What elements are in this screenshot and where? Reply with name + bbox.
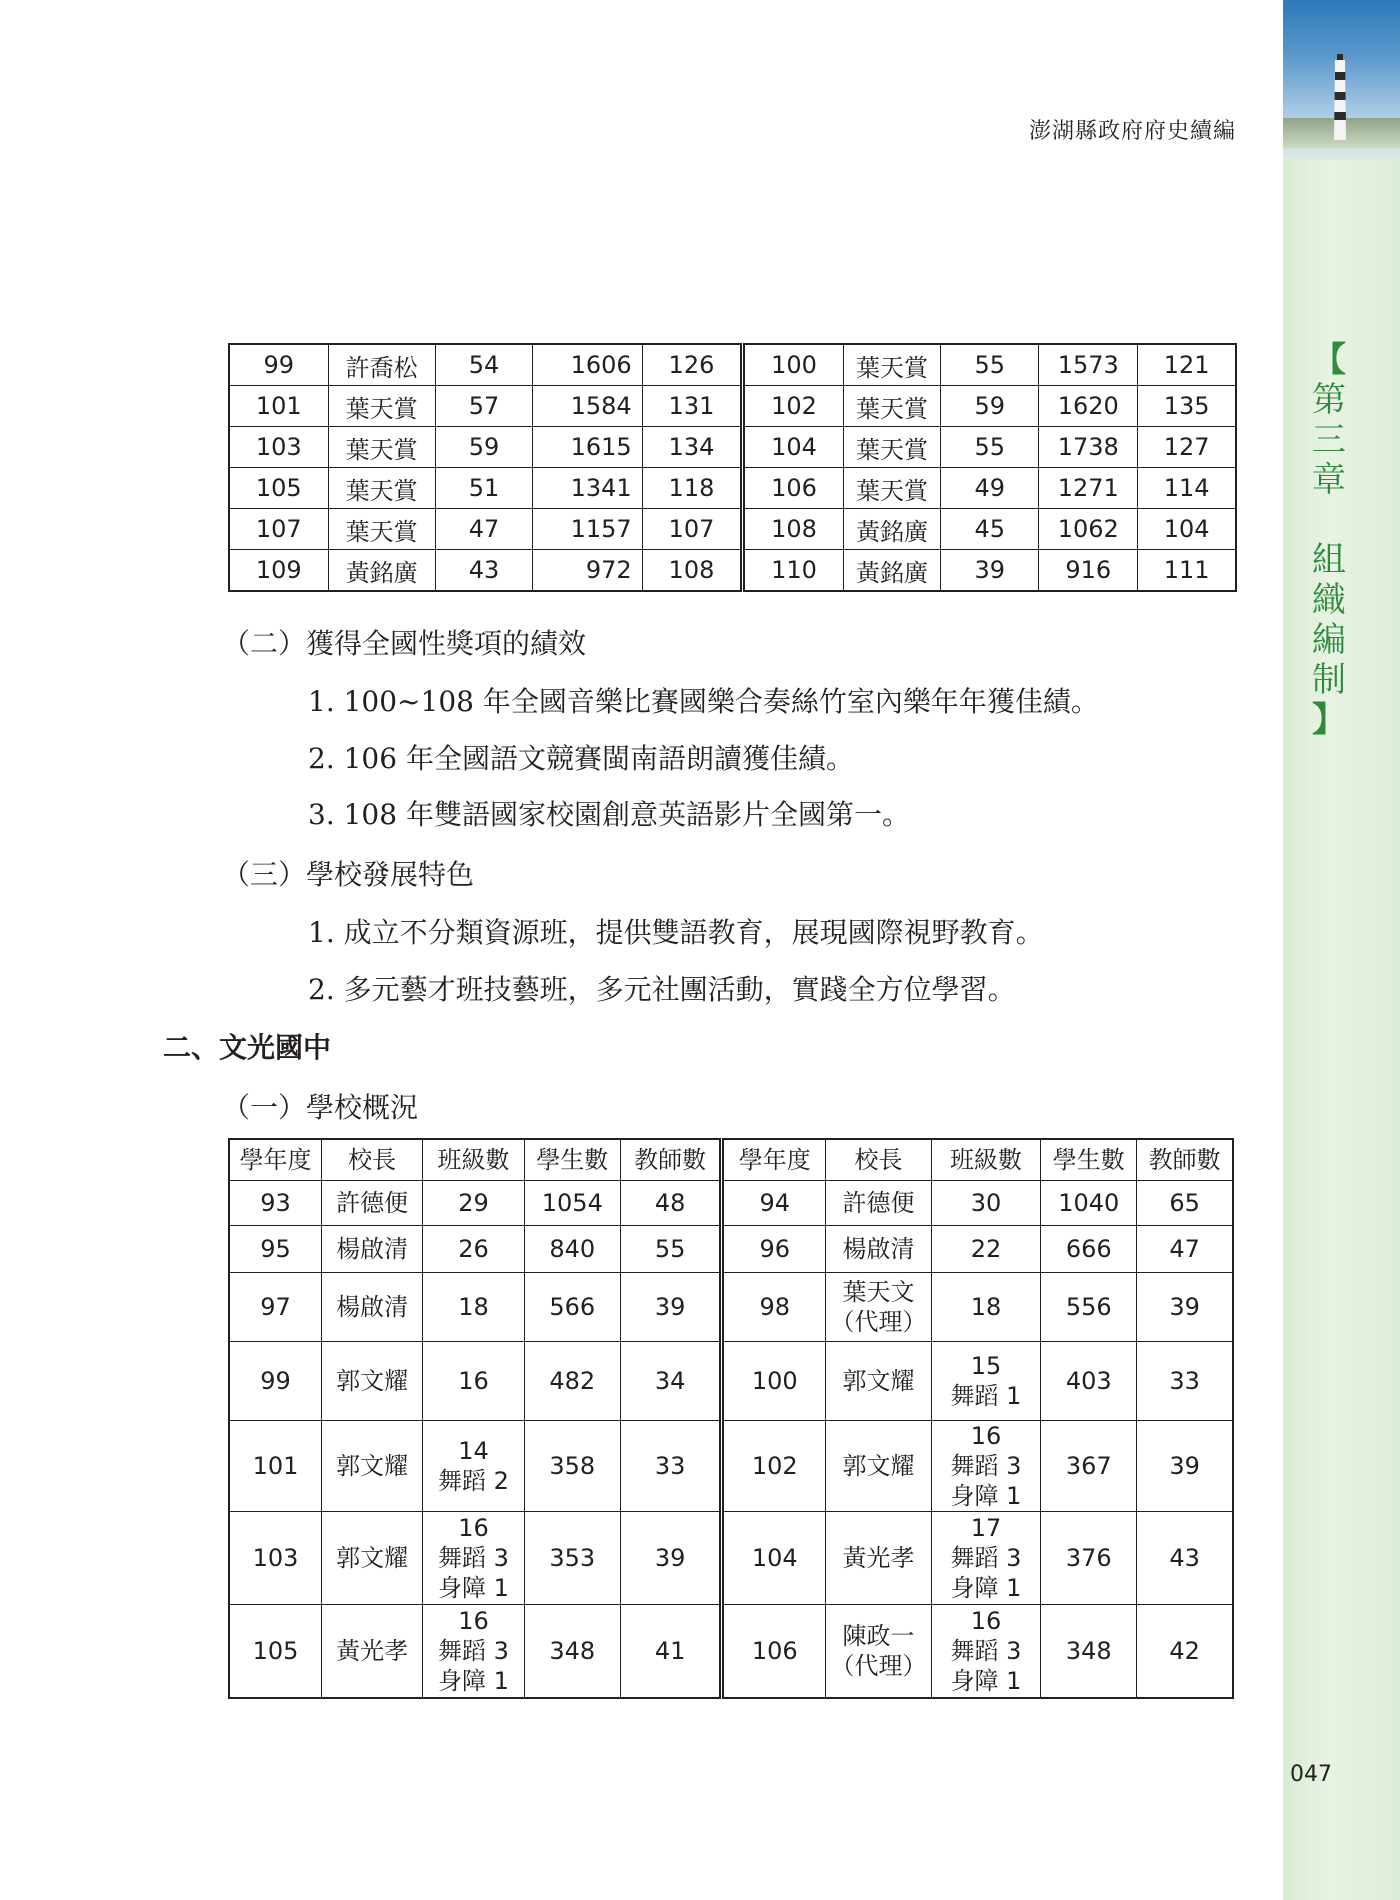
table-cell: 葉天賞	[328, 468, 435, 509]
table-cell: 348	[524, 1605, 620, 1699]
table-cell: 郭文耀	[826, 1342, 932, 1421]
table-cell: 100	[722, 1342, 826, 1421]
table-cell: 101	[229, 386, 328, 427]
table-cell: 106	[722, 1605, 826, 1699]
table-cell: 39	[620, 1273, 721, 1342]
table-row	[229, 1342, 1233, 1421]
chapter-char	[1303, 500, 1355, 540]
table-cell: 39	[1137, 1421, 1233, 1512]
table-cell: 51	[435, 468, 533, 509]
table-cell: 131	[642, 386, 743, 427]
table-row	[229, 550, 1236, 592]
table-cell: 59	[941, 386, 1039, 427]
column-header: 校長	[321, 1139, 422, 1181]
table-cell: 34	[620, 1342, 721, 1421]
table-cell: 42	[1137, 1605, 1233, 1699]
table-cell: 16 舞蹈 3 身障 1	[931, 1605, 1040, 1699]
column-header: 班級數	[423, 1139, 524, 1181]
table-cell: 楊啟清	[321, 1273, 422, 1342]
table-cell: 41	[620, 1605, 721, 1699]
awards-item-1: 1. 100~108 年全國音樂比賽國樂合奏絲竹室內樂年年獲佳績。	[308, 685, 1099, 718]
table-cell: 楊啟清	[321, 1226, 422, 1273]
features-item-1: 1. 成立不分類資源班，提供雙語教育，展現國際視野教育。	[308, 916, 1044, 949]
chapter-sidebar	[1283, 0, 1400, 1900]
table-cell: 110	[743, 550, 844, 592]
table-cell: 17 舞蹈 3 身障 1	[931, 1512, 1040, 1605]
table-cell: 55	[620, 1226, 721, 1273]
school-overview-table	[228, 1138, 1234, 1699]
column-header: 學年度	[229, 1139, 321, 1181]
table-row	[229, 386, 1236, 427]
column-header: 班級數	[931, 1139, 1040, 1181]
table-cell: 111	[1138, 550, 1236, 592]
table-row	[229, 1181, 1233, 1226]
chapter-char: 制	[1312, 660, 1346, 700]
table-cell: 556	[1041, 1273, 1137, 1342]
chapter-char: 組	[1312, 540, 1346, 580]
table-cell: 29	[423, 1181, 524, 1226]
chapter-char: 第	[1312, 380, 1346, 420]
table-row	[229, 1605, 1233, 1699]
table-cell: 18	[423, 1273, 524, 1342]
awards-item-2: 2. 106 年全國語文競賽閩南語朗讀獲佳績。	[308, 742, 854, 775]
column-header: 學生數	[1041, 1139, 1137, 1181]
table-cell: 367	[1041, 1421, 1137, 1512]
chapter-char: 【	[1312, 340, 1346, 380]
chapter-char: 織	[1312, 580, 1346, 620]
table-row	[229, 1273, 1233, 1342]
table-cell: 107	[229, 509, 328, 550]
table-cell: 黃銘廣	[328, 550, 435, 592]
column-header: 教師數	[620, 1139, 721, 1181]
table-cell: 1620	[1039, 386, 1138, 427]
table-cell: 57	[435, 386, 533, 427]
chapter-char: 】	[1312, 700, 1346, 740]
table-row	[229, 1226, 1233, 1273]
table-cell: 107	[642, 509, 743, 550]
table-cell: 134	[642, 427, 743, 468]
table-cell: 103	[229, 427, 328, 468]
table-cell: 葉天文 （代理）	[826, 1273, 932, 1342]
table-row	[229, 344, 1236, 386]
table-cell: 48	[620, 1181, 721, 1226]
table-cell: 59	[435, 427, 533, 468]
table-cell: 105	[229, 1605, 321, 1699]
table-cell: 104	[1138, 509, 1236, 550]
table-cell: 22	[931, 1226, 1040, 1273]
awards-item-3: 3. 108 年雙語國家校園創意英語影片全國第一。	[308, 798, 910, 831]
table-cell: 108	[743, 509, 844, 550]
table-cell: 1573	[1039, 344, 1138, 386]
table-cell: 郭文耀	[826, 1421, 932, 1512]
table-cell: 黃銘廣	[843, 550, 941, 592]
table-cell: 54	[435, 344, 533, 386]
table-cell: 106	[743, 468, 844, 509]
table-cell: 65	[1137, 1181, 1233, 1226]
table-cell: 101	[229, 1421, 321, 1512]
table-cell: 葉天賞	[843, 427, 941, 468]
table-cell: 96	[722, 1226, 826, 1273]
school-title: 二、文光國中	[163, 1031, 332, 1064]
column-header: 教師數	[1137, 1139, 1233, 1181]
features-item-2: 2. 多元藝才班技藝班，多元社團活動，實踐全方位學習。	[308, 973, 1016, 1006]
table-cell: 葉天賞	[843, 468, 941, 509]
table-cell: 47	[435, 509, 533, 550]
table-cell: 97	[229, 1273, 321, 1342]
awards-heading: （二）獲得全國性獎項的績效	[222, 627, 587, 660]
table-cell: 121	[1138, 344, 1236, 386]
table-cell: 114	[1138, 468, 1236, 509]
table-cell: 43	[1137, 1512, 1233, 1605]
table-cell: 118	[642, 468, 743, 509]
table-cell: 1062	[1039, 509, 1138, 550]
table-cell: 358	[524, 1421, 620, 1512]
table-cell: 許喬松	[328, 344, 435, 386]
table-cell: 1606	[533, 344, 642, 386]
table-cell: 1054	[524, 1181, 620, 1226]
table-cell: 482	[524, 1342, 620, 1421]
table-cell: 99	[229, 1342, 321, 1421]
table-cell: 105	[229, 468, 328, 509]
table-cell: 109	[229, 550, 328, 592]
table-cell: 127	[1138, 427, 1236, 468]
table-cell: 348	[1041, 1605, 1137, 1699]
table-cell: 葉天賞	[328, 509, 435, 550]
table-cell: 135	[1138, 386, 1236, 427]
lighthouse-photo	[1283, 0, 1400, 160]
table-cell: 45	[941, 509, 1039, 550]
column-header: 學年度	[722, 1139, 826, 1181]
table-cell: 郭文耀	[321, 1512, 422, 1605]
table-cell: 55	[941, 344, 1039, 386]
table-row	[229, 509, 1236, 550]
table-cell: 49	[941, 468, 1039, 509]
table-cell: 16 舞蹈 3 身障 1	[423, 1512, 524, 1605]
table-cell: 26	[423, 1226, 524, 1273]
table-cell: 14 舞蹈 2	[423, 1421, 524, 1512]
table-cell: 47	[1137, 1226, 1233, 1273]
column-header: 學生數	[524, 1139, 620, 1181]
table-cell: 100	[743, 344, 844, 386]
table-cell: 102	[743, 386, 844, 427]
table-cell: 93	[229, 1181, 321, 1226]
principal-table-continued	[228, 343, 1237, 592]
table-cell: 403	[1041, 1342, 1137, 1421]
table-cell: 黃銘廣	[843, 509, 941, 550]
table-cell: 30	[931, 1181, 1040, 1226]
table-cell: 葉天賞	[328, 386, 435, 427]
chapter-char: 編	[1312, 620, 1346, 660]
table-cell: 33	[1137, 1342, 1233, 1421]
table-cell: 666	[1041, 1226, 1137, 1273]
table-cell: 916	[1039, 550, 1138, 592]
table-cell: 1040	[1041, 1181, 1137, 1226]
table-cell: 126	[642, 344, 743, 386]
table-cell: 39	[941, 550, 1039, 592]
table-cell: 1738	[1039, 427, 1138, 468]
table-cell: 94	[722, 1181, 826, 1226]
table-cell: 16 舞蹈 3 身障 1	[423, 1605, 524, 1699]
overview-heading: （一）學校概況	[222, 1091, 419, 1124]
table-cell: 18	[931, 1273, 1040, 1342]
table-cell: 376	[1041, 1512, 1137, 1605]
table-cell: 99	[229, 344, 328, 386]
table-row	[229, 427, 1236, 468]
table-cell: 16 舞蹈 3 身障 1	[931, 1421, 1040, 1512]
table-cell: 39	[620, 1512, 721, 1605]
table-cell: 566	[524, 1273, 620, 1342]
page-number: 047	[1290, 1762, 1332, 1787]
table-header-row	[229, 1139, 1233, 1181]
table-cell: 108	[642, 550, 743, 592]
table-cell: 43	[435, 550, 533, 592]
table-cell: 郭文耀	[321, 1421, 422, 1512]
table-cell: 1341	[533, 468, 642, 509]
table-cell: 15 舞蹈 1	[931, 1342, 1040, 1421]
table-cell: 95	[229, 1226, 321, 1273]
table-cell: 郭文耀	[321, 1342, 422, 1421]
chapter-label	[1303, 340, 1355, 740]
table-cell: 972	[533, 550, 642, 592]
chapter-char: 章	[1312, 460, 1346, 500]
table-cell: 102	[722, 1421, 826, 1512]
table-cell: 葉天賞	[843, 344, 941, 386]
table-cell: 33	[620, 1421, 721, 1512]
table-cell: 葉天賞	[328, 427, 435, 468]
table-cell: 許德便	[321, 1181, 422, 1226]
book-title: 澎湖縣政府府史續編	[1028, 119, 1236, 144]
table-cell: 許德便	[826, 1181, 932, 1226]
table-cell: 103	[229, 1512, 321, 1605]
lighthouse-icon	[1325, 52, 1355, 142]
table-cell: 黃光孝	[826, 1512, 932, 1605]
table-cell: 39	[1137, 1273, 1233, 1342]
column-header: 校長	[826, 1139, 932, 1181]
table-row	[229, 468, 1236, 509]
table-cell: 55	[941, 427, 1039, 468]
table-cell: 1271	[1039, 468, 1138, 509]
table-cell: 353	[524, 1512, 620, 1605]
table-cell: 840	[524, 1226, 620, 1273]
table-cell: 葉天賞	[843, 386, 941, 427]
table-cell: 98	[722, 1273, 826, 1342]
table-cell: 1157	[533, 509, 642, 550]
features-heading: （三）學校發展特色	[222, 858, 475, 891]
table-row	[229, 1421, 1233, 1512]
table-cell: 1615	[533, 427, 642, 468]
table-cell: 1584	[533, 386, 642, 427]
table-row	[229, 1512, 1233, 1605]
table-cell: 16	[423, 1342, 524, 1421]
table-cell: 104	[722, 1512, 826, 1605]
chapter-char: 三	[1312, 420, 1346, 460]
table-cell: 陳政一 （代理）	[826, 1605, 932, 1699]
table-cell: 黃光孝	[321, 1605, 422, 1699]
table-cell: 楊啟清	[826, 1226, 932, 1273]
table-cell: 104	[743, 427, 844, 468]
